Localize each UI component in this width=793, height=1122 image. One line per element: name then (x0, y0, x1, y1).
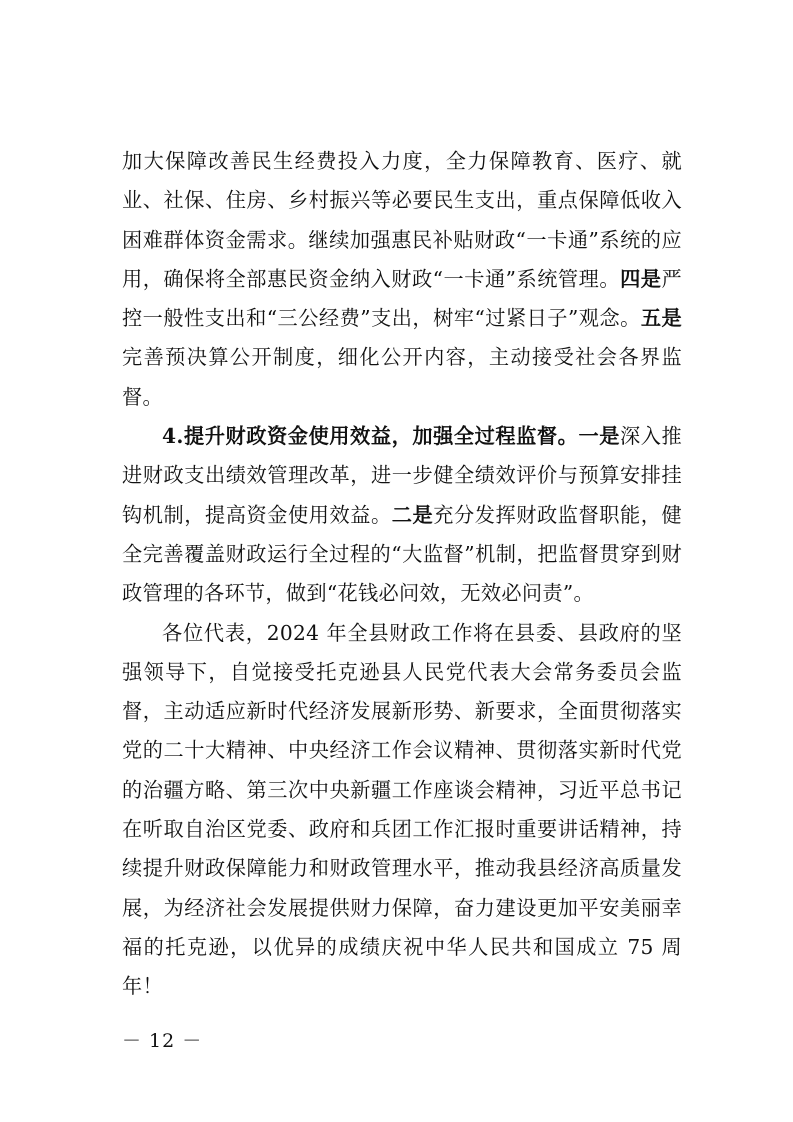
paragraph-3 (122, 614, 682, 1007)
paragraph-2-run-4: 充分发挥财政监督职能，健全完善覆盖财政运行全过程的“大监督”机制，把监督贯穿到财政管理的各环节，做到“花钱必问效，无效必问责”。 (122, 502, 682, 606)
paragraph-2 (122, 417, 682, 613)
paragraph-1 (122, 142, 682, 417)
paragraph-1-run-2-bold: 四是 (620, 266, 662, 291)
paragraph-2-heading-bold: 4.提升财政资金使用效益，加强全过程监督。一是 (162, 424, 620, 449)
paragraph-1-run-4-bold: 五是 (640, 306, 682, 331)
body-text (122, 142, 682, 1007)
paragraph-1-run-3: 严控一般性支出和“三公经费”支出，树牢“过紧日子”观念。 (122, 266, 682, 331)
paragraph-2-run-2: 深入推进财政支出绩效管理改革，进一步健全绩效评价与预算安排挂钩机制，提高资金使用效益。 (122, 424, 682, 527)
paragraph-2-run-3-bold: 二是 (391, 502, 434, 527)
page-number: － 12 － (122, 1030, 203, 1052)
paragraph-1-run-5: 完善预决算公开制度，细化公开内容，主动接受社会各界监督。 (122, 345, 682, 409)
paragraph-1-run-1: 加大保障改善民生经费投入力度，全力保障教育、医疗、就业、社保、住房、乡村振兴等必要民生支出，重点保障低收入困难群体资金需求。继续加强惠民补贴财政“一卡通”系统的应用，确保将全部惠民资金纳入财政“一卡通”系统管理。 (122, 149, 682, 291)
paragraph-3-run-1: 各位代表，2024 年全县财政工作将在县委、县政府的坚强领导下，自觉接受托克逊县人民党代表大会常务委员会监督，主动适应新时代经济发展新形势、新要求，全面贯彻落实党的二十大精神、中央经济工作会议精神、贯彻落实新时代党的治疆方略、第三次中央新疆工作座谈会精神，习近平总书记在听取自治区党委、政府和兵团工作汇报时重要讲话精神，持续提升财政保障能力和财政管理水平，推动我县经济高质量发展，为经济社会发展提供财力保障，奋力建设更加平安美丽幸福的托克逊，以优异的成绩庆祝中华人民共和国成立 75 周年！ (122, 620, 682, 999)
